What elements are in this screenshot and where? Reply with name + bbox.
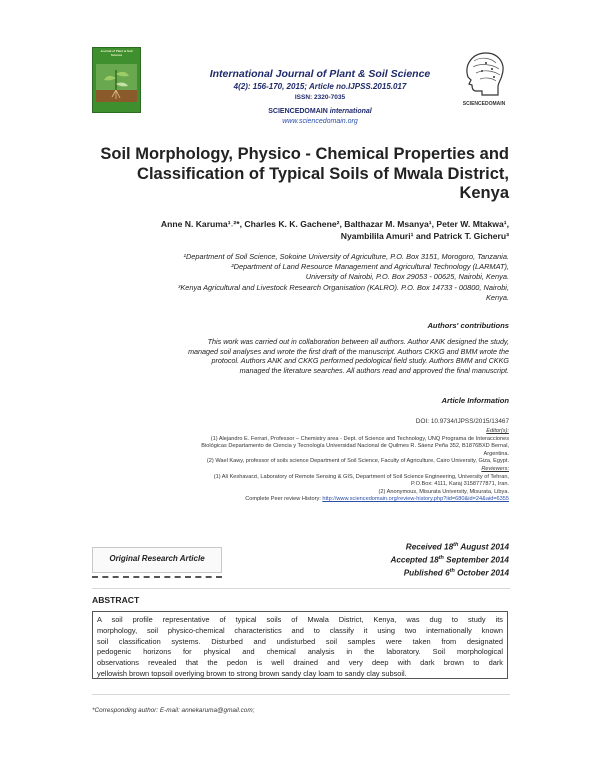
abstract-line: morphology, soil physico-chemical characteristics and to classify it using two internationally known bbox=[97, 625, 503, 635]
review-history bbox=[80, 496, 509, 504]
contributions-line: This work was carried out in collaboration between all authors. Author ANK designed the study, bbox=[207, 337, 509, 346]
doi: DOI: 10.9734/IJPSS/2015/13467 bbox=[415, 418, 509, 425]
dashed-divider bbox=[92, 576, 222, 578]
affiliation-line: Kenya. bbox=[485, 292, 509, 302]
editor-line: Biológicas Departamento de Ciencia y Tecnología Universidad Nacional de Quilmes R. Sáenz Peña 352, B1876BXD Bernal, bbox=[201, 443, 509, 450]
editor-line: Argentina. bbox=[483, 450, 509, 457]
editor-line: (2) Wael Kawy, professor of soils science Department of Soil Science, Faculty of Agriculture, Cairo University, Giza, Egypt. bbox=[206, 458, 509, 465]
article-type-box bbox=[92, 547, 222, 573]
abstract-line: yellowish brown topsoil overlying brown to strong brown sandy clay loam to sandy clay subsoil. bbox=[97, 668, 407, 678]
cover-plant-illustration bbox=[96, 64, 137, 102]
corresponding-author: *Corresponding author: E-mail: annekaruma@gmail.com; bbox=[92, 707, 255, 714]
article-info-heading: Article Information bbox=[441, 396, 509, 405]
publisher-logo bbox=[456, 47, 512, 109]
journal-cover-image bbox=[92, 47, 141, 113]
publisher-suffix: international bbox=[329, 108, 372, 115]
section-divider bbox=[92, 588, 510, 589]
reviewer-line: (1) Ali Keshavarzi, Laboratory of Remote Sensing & GIS, Department of Soil Science Engineering, University of Tehran, bbox=[213, 473, 509, 480]
abstract-line: soil classification systems. Disturbed and undisturbed soil samples were taken from designated bbox=[97, 636, 503, 646]
publisher-website-link[interactable]: www.sciencedomain.org bbox=[282, 118, 358, 125]
title-line: Classification of Typical Soils of Mwala District, bbox=[137, 164, 509, 183]
logo-text: SCIENCEDOMAIN bbox=[462, 101, 506, 107]
paper-title bbox=[70, 145, 509, 204]
review-history-label: Complete Peer review History: bbox=[245, 496, 321, 503]
published-date: Published 6th October 2014 bbox=[403, 568, 509, 579]
reviewers-label: Reviewers: bbox=[481, 465, 509, 472]
abstract-line: pedogenic horizons for physical and chemical analysis in the laboratory. Soil morphological bbox=[97, 647, 503, 657]
affiliation-line: ³Kenya Agricultural and Livestock Research Organisation (KALRO). P.O. Box 14733 - 00800, Nairobi, bbox=[177, 282, 509, 292]
reviewer-line: (2) Anonymous, Misurata University, Misurata, Libya. bbox=[378, 488, 509, 495]
received-date: Received 18th August 2014 bbox=[405, 542, 509, 552]
publisher-main: SCIENCEDOMAIN bbox=[268, 108, 328, 115]
article-type: Original Research Article bbox=[109, 554, 205, 563]
contributions-text bbox=[80, 337, 509, 375]
affiliation-line: ²Department of Land Resource Management and Agricultural Technology (LARMAT), bbox=[231, 262, 509, 272]
title-line: Soil Morphology, Physico - Chemical Properties and bbox=[100, 145, 509, 163]
journal-name: International Journal of Plant & Soil Science bbox=[209, 68, 431, 80]
cover-title: Journal of Plant & Soil Science bbox=[100, 49, 133, 57]
contributions-line: protocol. Authors ANK and CKKG performed pedological field study. Authors BMM and CKKG bbox=[211, 356, 509, 366]
contributions-line: managed soil analyses and wrote the first draft of the manuscript. Authors CKKG and BMM wrote the bbox=[188, 346, 509, 356]
authors-line: Nyambilila Amuri¹ and Patrick T. Gicheru³ bbox=[340, 231, 509, 241]
authors-line: Anne N. Karuma¹˒²*, Charles K. K. Gachene², Balthazar M. Msanya¹, Peter W. Mtakwa¹, bbox=[160, 219, 509, 229]
review-history-link[interactable]: http://www.sciencedomain.org/review-history.php?iid=680&id=24&aid=6355 bbox=[322, 496, 509, 503]
abstract-box bbox=[92, 611, 508, 679]
abstract-heading: ABSTRACT bbox=[92, 595, 140, 605]
editor-line: (1) Alejandro E. Ferrari, Professor – Chemistry area - Dept. of Science and Technology, UNQ Programa de Interacciones bbox=[210, 435, 509, 442]
publisher-name bbox=[150, 108, 490, 115]
title-line: Kenya bbox=[459, 184, 509, 202]
abstract-line: observations revealed that the pedon is well drained and very deep with dark brown to dark bbox=[97, 658, 503, 668]
author-list bbox=[60, 218, 509, 242]
abstract-line: A soil profile representative of typical soils of Mwala District, Kenya, was dug to study its bbox=[97, 615, 503, 624]
journal-issn: ISSN: 2320-7035 bbox=[294, 94, 346, 101]
reviewer-line: P.O.Box: 4111, Karaj 3158777871, Iran. bbox=[411, 481, 509, 488]
affiliation-line: ¹Department of Soil Science, Sokoine University of Agriculture, P.O. Box 3151, Morogoro, Tanzania. bbox=[183, 252, 509, 261]
editors-label: Editor(s): bbox=[486, 428, 509, 434]
affiliations bbox=[60, 252, 509, 303]
accepted-date: Accepted 18th September 2014 bbox=[390, 555, 509, 565]
editors-reviewers bbox=[80, 428, 509, 504]
journal-volume: 4(2): 156-170, 2015; Article no.IJPSS.2015.017 bbox=[233, 82, 407, 91]
contributions-line: managed the literature searches. All authors read and approved the final manuscript. bbox=[239, 365, 509, 375]
footnote-divider bbox=[92, 694, 510, 695]
affiliation-line: University of Nairobi, P.O. Box 29053 - 00625, Nairobi, Kenya. bbox=[305, 272, 509, 282]
contributions-heading: Authors' contributions bbox=[427, 321, 509, 330]
publication-dates bbox=[300, 540, 509, 580]
